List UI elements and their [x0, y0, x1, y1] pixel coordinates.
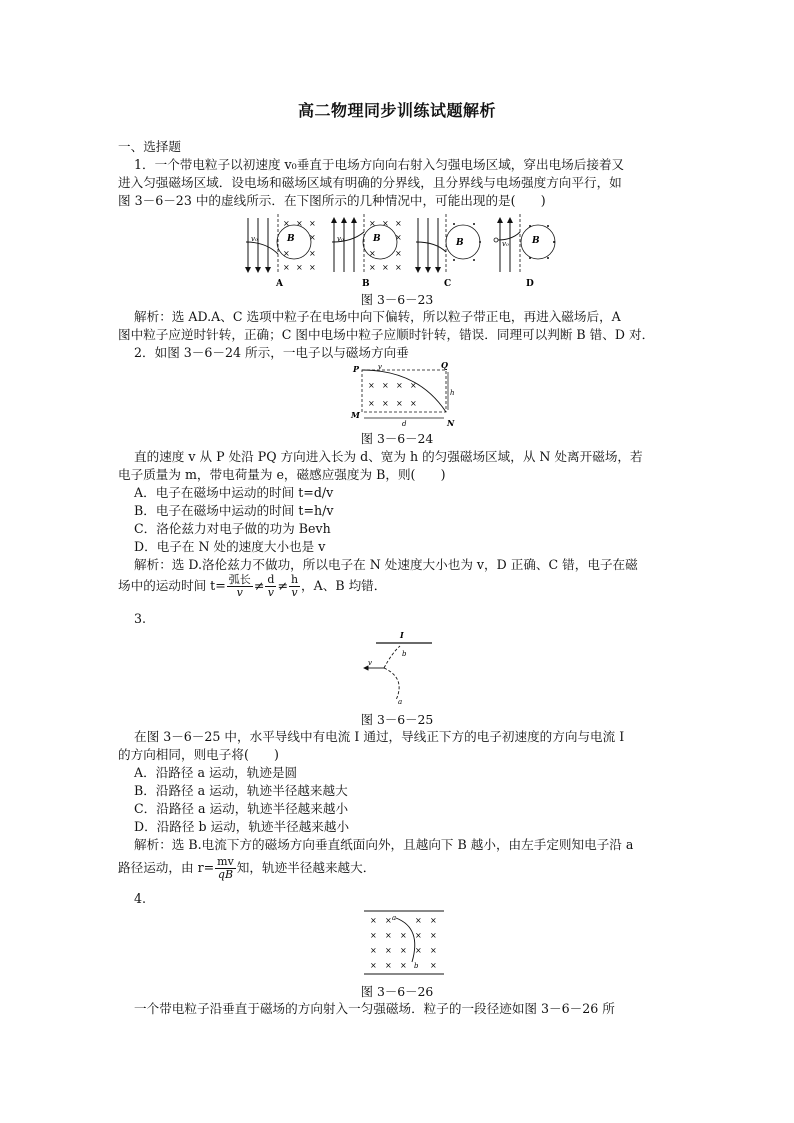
svg-text:×: × — [369, 219, 376, 228]
figure-caption-3-6-26: 图 3－6－26 — [360, 984, 434, 999]
svg-text:×: × — [309, 249, 316, 258]
q1-text-line2: 进入匀强磁场区域．设电场和磁场区域有明确的分界线，且分界线与电场强度方向平行，如 — [118, 175, 622, 190]
figure-3-6-24 — [348, 360, 458, 430]
page-title: 高二物理同步训练试题解析 — [297, 101, 496, 120]
svg-text:×: × — [369, 249, 376, 258]
svg-text:×: × — [415, 916, 422, 925]
svg-text:v: v — [368, 659, 372, 667]
panel-b — [332, 214, 402, 289]
svg-text:×: × — [410, 381, 417, 390]
svg-text:×: × — [382, 399, 389, 408]
svg-text:b: b — [414, 962, 419, 970]
svg-text:×: × — [309, 263, 316, 272]
q4-number: 4. — [134, 891, 147, 906]
q2-text-line2: 直的速度 v 从 P 处沿 PQ 方向进入长为 d、宽为 h 的匀强磁场区域，从 N 处离开磁场，若 — [134, 449, 643, 464]
q2-text-line1: 2．如图 3－6－24 所示，一电子以与磁场方向垂 — [134, 345, 409, 360]
figure-caption-3-6-23: 图 3－6－23 — [360, 292, 434, 307]
svg-text:×: × — [430, 931, 437, 940]
svg-text:B: B — [456, 238, 464, 248]
svg-text:×: × — [283, 249, 290, 258]
svg-text:×: × — [430, 916, 437, 925]
svg-text:v₀: v₀ — [251, 235, 258, 243]
svg-text:×: × — [382, 381, 389, 390]
q3-number: 3. — [134, 611, 147, 626]
q1-text-line1: 1．一个带电粒子以初速度 v₀垂直于电场方向向右射入匀强电场区域，穿出电场后接着又 — [134, 157, 625, 172]
svg-text:×: × — [415, 931, 422, 940]
q3-solution-line2: 路径运动，由 r= $\frac{mv}{qB}$ 知，轨迹半径越来越大． — [118, 855, 376, 881]
svg-text:Q: Q — [441, 360, 448, 370]
svg-text:×: × — [385, 961, 392, 970]
svg-text:v₀: v₀ — [502, 240, 509, 248]
svg-text:×: × — [369, 263, 376, 272]
svg-text:×: × — [415, 946, 422, 955]
svg-text:×: × — [395, 219, 402, 228]
svg-text:×: × — [370, 931, 377, 940]
svg-text:×: × — [395, 233, 402, 242]
svg-text:×: × — [382, 263, 389, 272]
svg-text:I: I — [400, 630, 404, 640]
svg-text:×: × — [283, 219, 290, 228]
q4-text-line1: 一个带电粒子沿垂直于磁场的方向射入一匀强磁场．粒子的一段径迹如图 3－6－26 所 — [134, 1001, 615, 1016]
svg-text:×: × — [430, 961, 437, 970]
svg-text:×: × — [296, 219, 303, 228]
figure-caption-3-6-25: 图 3－6－25 — [360, 712, 434, 727]
svg-text:×: × — [410, 399, 417, 408]
svg-text:×: × — [309, 233, 316, 242]
svg-text:×: × — [368, 381, 375, 390]
q1-solution-line1: 解析：选 AD.A、C 选项中粒子在电场中向下偏转，所以粒子带正电，再进入磁场后，A — [134, 309, 621, 324]
svg-text:a: a — [392, 914, 397, 922]
q3-option-d: D．沿路径 b 运动，轨迹半径越来越小 — [134, 819, 350, 834]
q3-option-a: A．沿路径 a 运动，轨迹是圆 — [134, 765, 298, 780]
svg-text:B: B — [373, 234, 381, 244]
svg-text:B: B — [362, 279, 370, 289]
q1-text-line3: 图 3－6－23 中的虚线所示．在下图所示的几种情况中，可能出现的是( ) — [118, 193, 546, 208]
svg-text:×: × — [385, 916, 392, 925]
svg-text:×: × — [370, 946, 377, 955]
svg-text:×: × — [395, 249, 402, 258]
svg-text:d: d — [402, 420, 407, 428]
svg-text:×: × — [370, 916, 377, 925]
svg-text:×: × — [283, 263, 290, 272]
svg-text:×: × — [396, 381, 403, 390]
svg-text:C: C — [444, 279, 452, 289]
svg-text:×: × — [296, 263, 303, 272]
svg-text:×: × — [385, 946, 392, 955]
svg-text:a: a — [398, 698, 403, 706]
svg-text:×: × — [400, 946, 407, 955]
q2-text-line3: 电子质量为 m，带电荷量为 e，磁感应强度为 B，则( ) — [118, 467, 446, 482]
svg-text:×: × — [400, 931, 407, 940]
q2-option-d: D．电子在 N 处的速度大小也是 v — [134, 539, 326, 554]
q3-text-line2: 的方向相同，则电子将( ) — [118, 747, 279, 762]
q2-option-c: C．洛伦兹力对电子做的功为 Bevh — [134, 521, 331, 536]
svg-text:N: N — [447, 418, 455, 428]
svg-text:v₀: v₀ — [337, 235, 344, 243]
figure-3-6-26 — [360, 906, 450, 978]
svg-text:v: v — [378, 363, 382, 371]
svg-text:×: × — [382, 219, 389, 228]
svg-text:b: b — [402, 650, 407, 658]
q2-solution-line2: 场中的运动时间 t= $\frac{\text{弧长}}{v}$ ≠ $\frac{d}{v}$ ≠ $\frac{h}{v}$ ，A、B 均错． — [118, 573, 387, 599]
panel-c — [416, 214, 481, 289]
figure-caption-3-6-24: 图 3－6－24 — [360, 431, 434, 446]
svg-text:×: × — [430, 946, 437, 955]
svg-text:P: P — [353, 364, 360, 374]
panel-a — [246, 214, 316, 289]
q2-option-a: A．电子在磁场中运动的时间 t=d/v — [134, 485, 334, 500]
svg-text:B: B — [287, 234, 295, 244]
svg-text:B: B — [532, 236, 540, 246]
svg-text:×: × — [370, 961, 377, 970]
q3-option-b: B．沿路径 a 运动，轨迹半径越来越大 — [134, 783, 348, 798]
svg-text:×: × — [396, 399, 403, 408]
svg-text:A: A — [276, 279, 283, 289]
svg-text:×: × — [368, 399, 375, 408]
svg-text:×: × — [309, 219, 316, 228]
svg-text:×: × — [400, 961, 407, 970]
q2-solution-line1: 解析：选 D.洛伦兹力不做功，所以电子在 N 处速度大小也为 v，D 正确、C 错，电子在磁 — [134, 557, 638, 572]
svg-text:M: M — [351, 410, 360, 420]
svg-text:h: h — [450, 389, 455, 397]
q3-text-line1: 在图 3－6－25 中，水平导线中有电流 I 通过，导线正下方的电子初速度的方向与电流 I — [134, 729, 625, 744]
figure-3-6-25 — [362, 628, 442, 708]
q3-solution-line1: 解析：选 B.电流下方的磁场方向垂直纸面向外，且越向下 B 越小，由左手定则知电子沿 a — [134, 837, 634, 852]
q1-solution-line2: 图中粒子应逆时针转，正确；C 图中电场中粒子应顺时针转，错误．同理可以判断 B 错、D 对． — [118, 327, 655, 342]
figure-3-6-23 — [238, 212, 568, 294]
panel-d — [494, 214, 555, 289]
section-heading: 一、选择题 — [118, 139, 181, 154]
q3-option-c: C．沿路径 a 运动，轨迹半径越来越小 — [134, 801, 349, 816]
svg-text:×: × — [385, 931, 392, 940]
svg-text:×: × — [395, 263, 402, 272]
q2-option-b: B．电子在磁场中运动的时间 t=h/v — [134, 503, 334, 518]
svg-text:D: D — [526, 279, 534, 289]
